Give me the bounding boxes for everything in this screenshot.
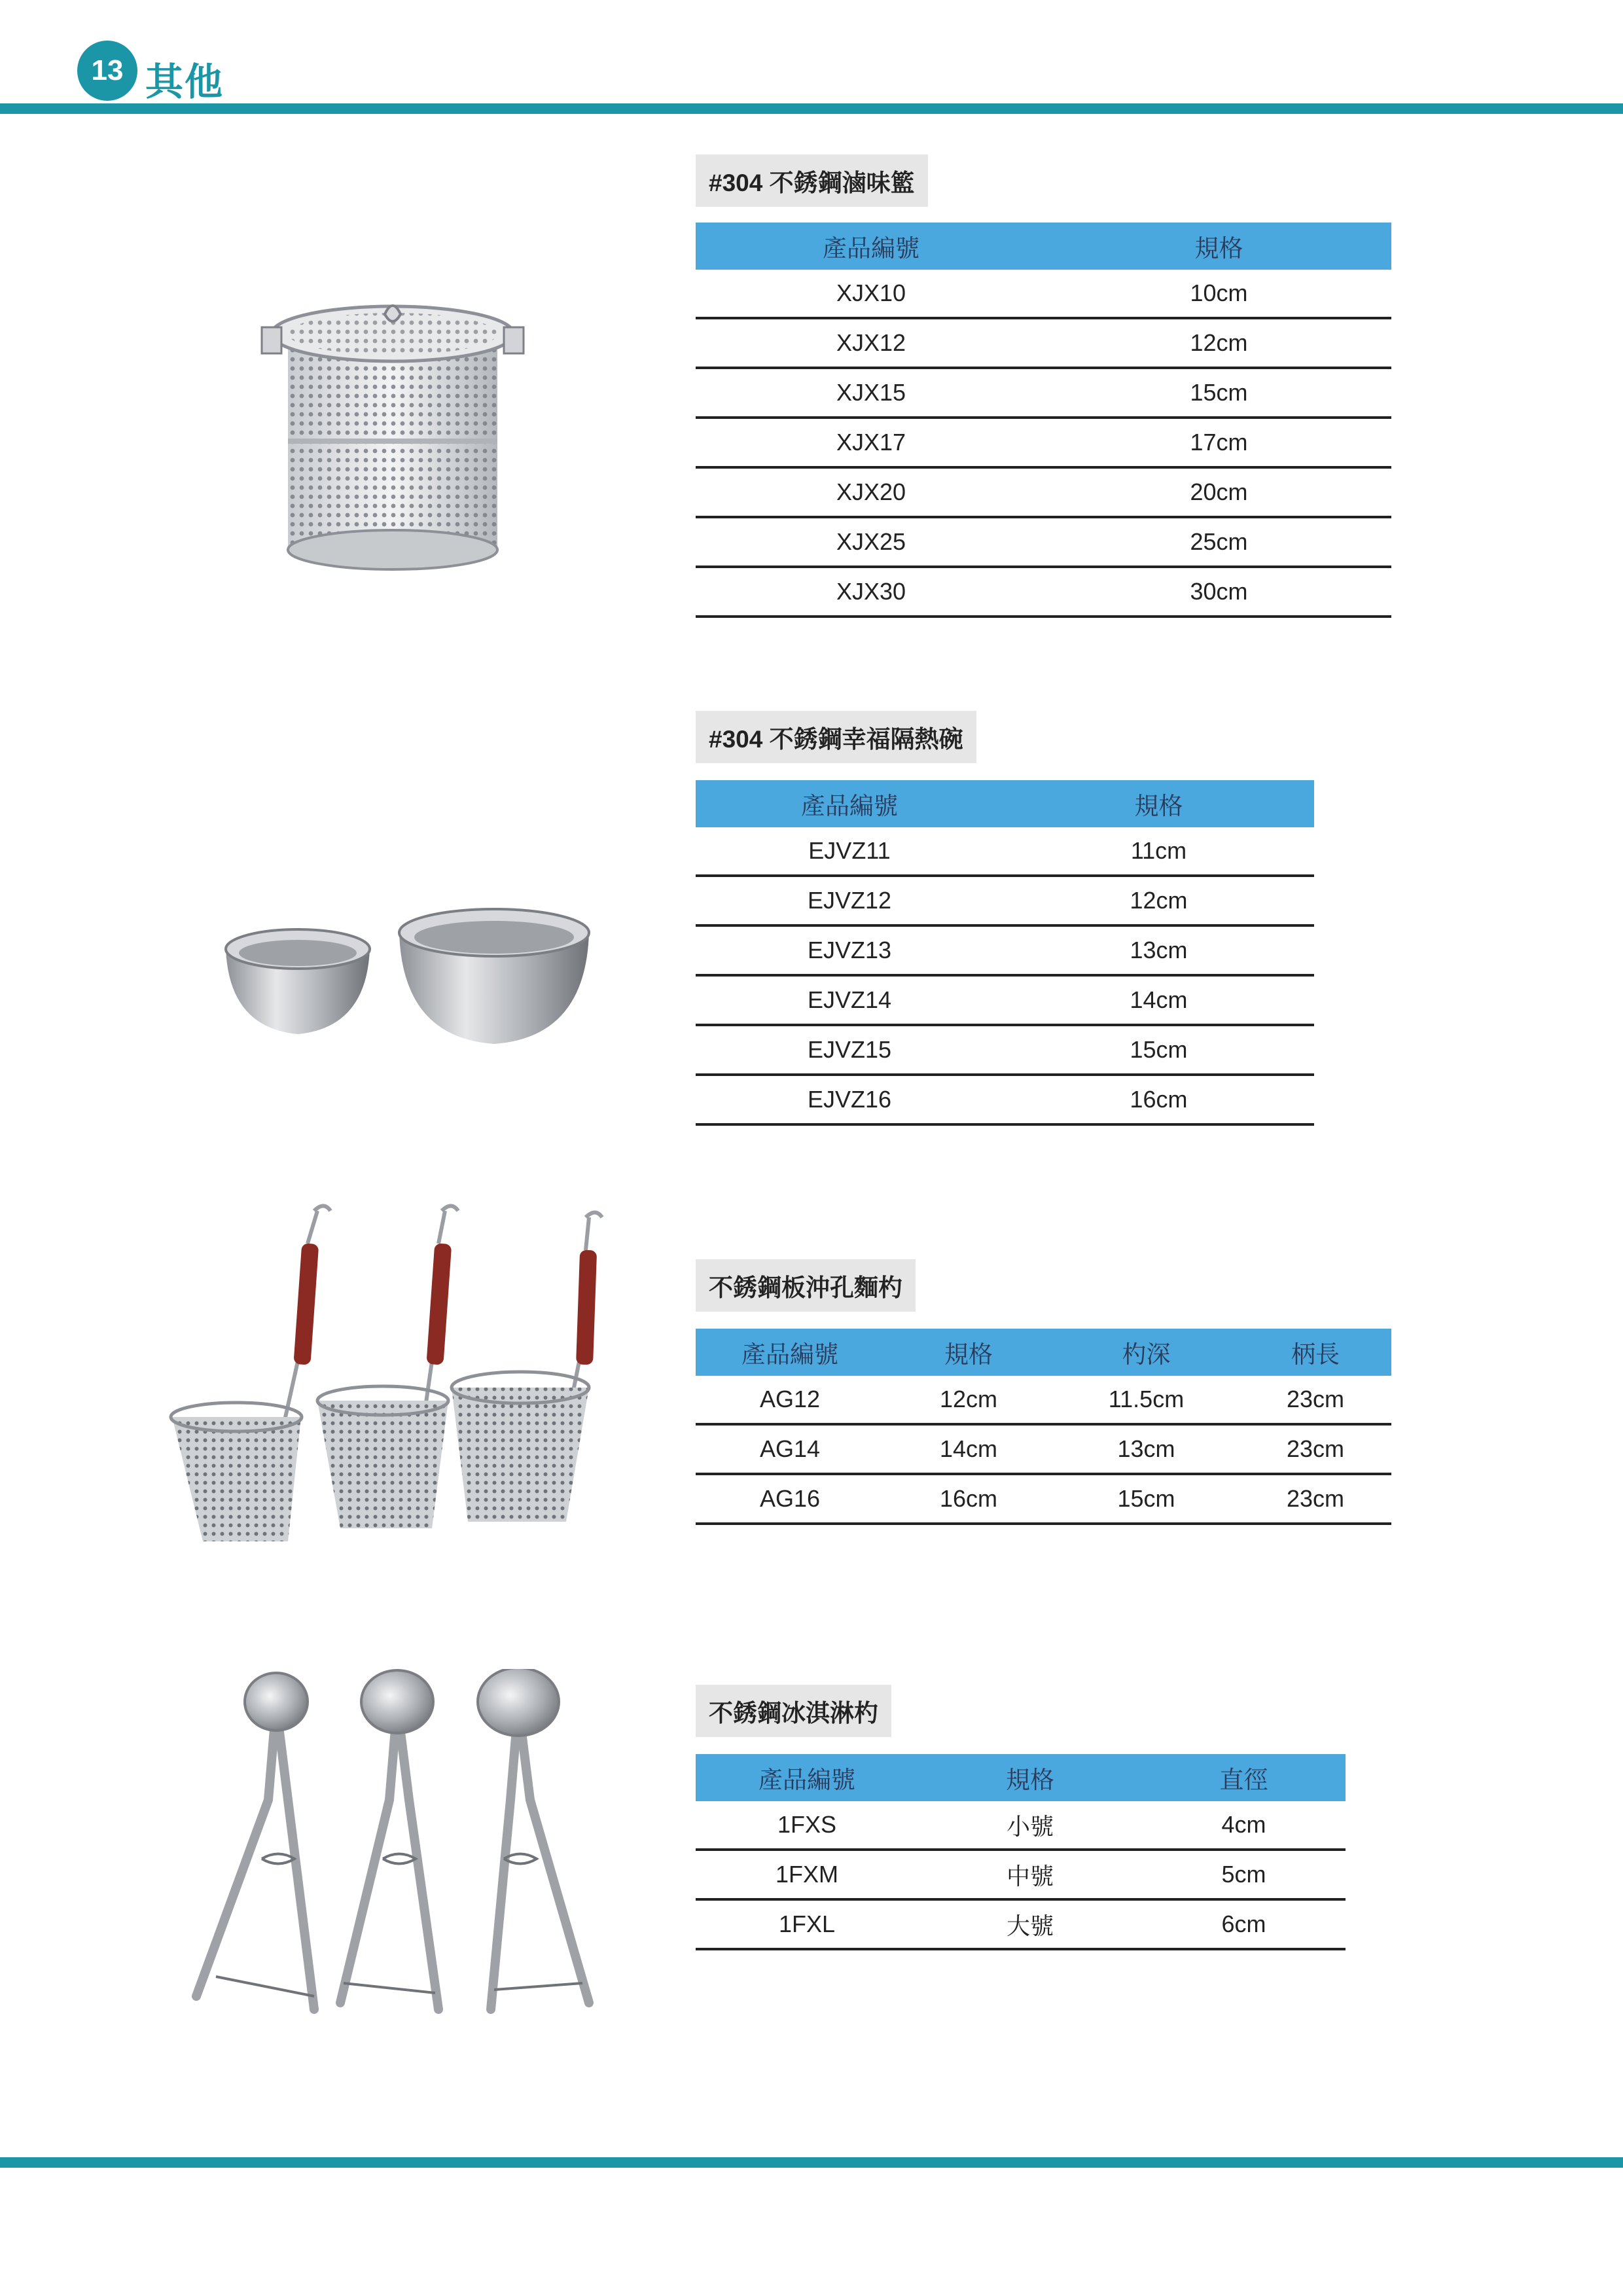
- product-code: XJX20: [696, 467, 1046, 517]
- product-code: AG12: [696, 1376, 884, 1424]
- product-code: XJX25: [696, 517, 1046, 567]
- table-row: [696, 318, 1391, 368]
- spec-depth: 13cm: [1053, 1424, 1240, 1474]
- spec-diameter: 6cm: [1142, 1899, 1346, 1949]
- column-header: 產品編號: [696, 1754, 918, 1801]
- section-title-basket: #304 不銹鋼滷味籃: [696, 154, 928, 207]
- table-row: [696, 368, 1391, 418]
- column-header: 產品編號: [696, 223, 1046, 270]
- table-row: [696, 827, 1314, 876]
- spec-handle-length: 23cm: [1240, 1474, 1391, 1524]
- product-code: 1FXL: [696, 1899, 918, 1949]
- product-code: XJX17: [696, 418, 1046, 467]
- spec-diameter: 5cm: [1142, 1850, 1346, 1899]
- table-row: [696, 1376, 1391, 1424]
- product-code: AG16: [696, 1474, 884, 1524]
- product-code: XJX15: [696, 368, 1046, 418]
- table-row: [696, 418, 1391, 467]
- spec-size: 10cm: [1046, 270, 1391, 318]
- column-header: 規格: [1046, 223, 1391, 270]
- spec-depth: 15cm: [1053, 1474, 1240, 1524]
- spec-size: 15cm: [1046, 368, 1391, 418]
- spec-size: 14cm: [1003, 975, 1314, 1025]
- product-code: 1FXS: [696, 1801, 918, 1850]
- table-row: [696, 517, 1391, 567]
- spec-table-basket: [696, 223, 1391, 618]
- product-code: AG14: [696, 1424, 884, 1474]
- table-row: [696, 876, 1314, 925]
- spec-depth: 11.5cm: [1053, 1376, 1240, 1424]
- perforated-basket-image: [242, 281, 543, 583]
- table-row: [696, 467, 1391, 517]
- chapter-title: 其他: [145, 61, 224, 103]
- table-row: [696, 1899, 1346, 1949]
- spec-handle-length: 23cm: [1240, 1424, 1391, 1474]
- spec-size: 16cm: [884, 1474, 1053, 1524]
- spec-size: 25cm: [1046, 517, 1391, 567]
- column-header: 產品編號: [696, 780, 1003, 827]
- header-divider: [0, 103, 1623, 114]
- spec-size: 中號: [918, 1850, 1142, 1899]
- spec-size: 13cm: [1003, 925, 1314, 975]
- table-row: [696, 270, 1391, 318]
- column-header: 杓深: [1053, 1329, 1240, 1376]
- spec-size: 小號: [918, 1801, 1142, 1850]
- ice-cream-scoops-image: [183, 1669, 602, 2036]
- product-code: 1FXM: [696, 1850, 918, 1899]
- chapter-number-badge: 13: [77, 41, 137, 101]
- table-row: [696, 1801, 1346, 1850]
- spec-size: 12cm: [1046, 318, 1391, 368]
- insulated-bowls-image: [216, 903, 596, 1054]
- footer-divider: [0, 2157, 1623, 2168]
- table-row: [696, 567, 1391, 617]
- product-code: XJX30: [696, 567, 1046, 617]
- product-code: EJVZ15: [696, 1025, 1003, 1075]
- spec-size: 30cm: [1046, 567, 1391, 617]
- product-code: EJVZ16: [696, 1075, 1003, 1124]
- spec-table-bowl: [696, 780, 1314, 1126]
- spec-size: 12cm: [1003, 876, 1314, 925]
- spec-size: 20cm: [1046, 467, 1391, 517]
- column-header: 產品編號: [696, 1329, 884, 1376]
- spec-size: 11cm: [1003, 827, 1314, 876]
- column-header: 規格: [884, 1329, 1053, 1376]
- product-code: EJVZ11: [696, 827, 1003, 876]
- spec-diameter: 4cm: [1142, 1801, 1346, 1850]
- table-row: [696, 1424, 1391, 1474]
- noodle-strainers-image: [167, 1198, 638, 1558]
- spec-table-scoop: [696, 1754, 1346, 1950]
- spec-size: 16cm: [1003, 1075, 1314, 1124]
- spec-size: 大號: [918, 1899, 1142, 1949]
- spec-table-strainer: [696, 1329, 1391, 1525]
- product-code: EJVZ12: [696, 876, 1003, 925]
- section-title-strainer: 不銹鋼板沖孔麵杓: [696, 1259, 916, 1312]
- spec-size: 17cm: [1046, 418, 1391, 467]
- spec-size: 12cm: [884, 1376, 1053, 1424]
- product-code: EJVZ13: [696, 925, 1003, 975]
- table-row: [696, 1075, 1314, 1124]
- table-row: [696, 925, 1314, 975]
- spec-handle-length: 23cm: [1240, 1376, 1391, 1424]
- section-title-scoop: 不銹鋼冰淇淋杓: [696, 1685, 891, 1737]
- product-code: XJX12: [696, 318, 1046, 368]
- product-code: EJVZ14: [696, 975, 1003, 1025]
- table-row: [696, 1474, 1391, 1524]
- spec-size: 14cm: [884, 1424, 1053, 1474]
- table-row: [696, 975, 1314, 1025]
- table-row: [696, 1025, 1314, 1075]
- table-row: [696, 1850, 1346, 1899]
- column-header: 直徑: [1142, 1754, 1346, 1801]
- column-header: 規格: [1003, 780, 1314, 827]
- product-code: XJX10: [696, 270, 1046, 318]
- column-header: 規格: [918, 1754, 1142, 1801]
- spec-size: 15cm: [1003, 1025, 1314, 1075]
- column-header: 柄長: [1240, 1329, 1391, 1376]
- section-title-bowl: #304 不銹鋼幸福隔熱碗: [696, 711, 976, 763]
